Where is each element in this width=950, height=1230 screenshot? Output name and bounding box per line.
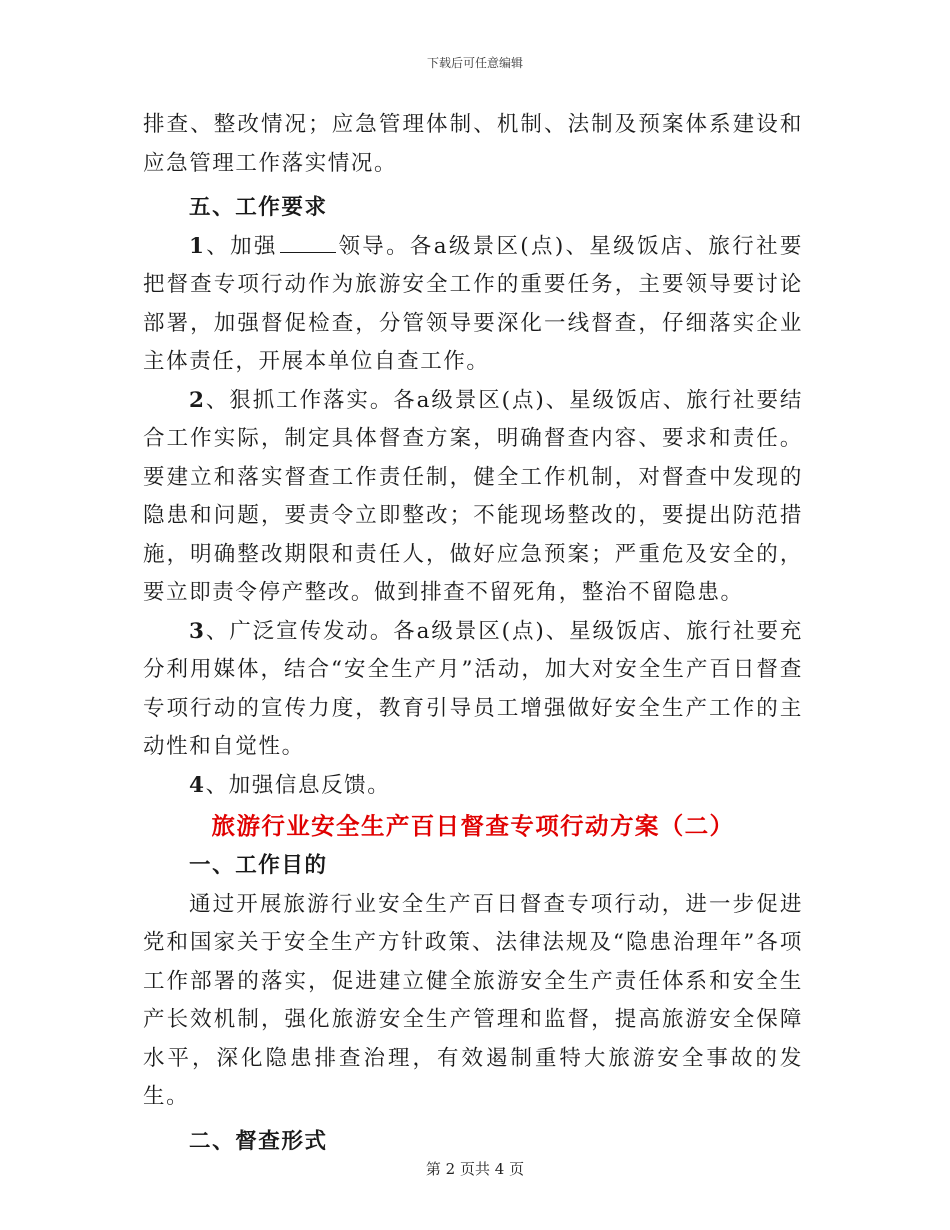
document-title-part-two: 旅游行业安全生产百日督查专项行动方案（二） [211,812,735,840]
list-item-4 [143,767,803,806]
list-item-2 [143,382,803,613]
list-item-text-start: 、加强 [205,233,278,259]
list-item-number: 2 [189,387,206,413]
section-heading-requirements: 五、工作要求 [189,195,328,220]
list-item-number: 4 [189,772,206,798]
list-item-number: 1 [189,233,206,259]
list-item-1 [143,228,803,382]
document-body [143,106,803,1161]
paragraph-continued: 排查、整改情况；应急管理体制、机制、法制及预案体系建设和应急管理工作落实情况。 [143,112,803,176]
paragraph-purpose: 通过开展旅游行业安全生产百日督查专项行动，进一步促进党和国家关于安全生产方针政策、法律法规及“隐患治理年”各项工作部署的落实，促进建立健全旅游安全生产责任体系和安全生产长效机制，强化旅游安全生产管理和监督，提高旅游安全保障水平，深化隐患排查治理，有效遏制重特大旅游安全事故的发生。 [143,891,803,1109]
list-item-text: 、广泛宣传发动。各a级景区(点)、星级饭店、旅行社要充分利用媒体，结合“安全生产月”活动，加大对安全生产百日督查专项行动的宣传力度，教育引导员工增强做好安全生产工作的主动性和自觉性。 [143,618,803,759]
list-item-text: 、加强信息反馈。 [205,772,391,798]
list-item-text-rest: 领导。各a级景区(点)、星级饭店、旅行社要把督查专项行动作为旅游安全工作的重要任务，主要领导要讨论部署，加强督促检查，分管领导要深化一线督查，仔细落实企业主体责任，开展本单位自查工作。 [143,233,803,374]
section-heading-purpose: 一、工作目的 [189,853,328,878]
header-note: 下载后可任意编辑 [426,56,523,70]
fill-in-blank [280,234,336,253]
list-item-number: 3 [189,618,206,644]
list-item-text: 、狠抓工作落实。各a级景区(点)、星级饭店、旅行社要结合工作实际，制定具体督查方案，明确督查内容、要求和责任。要建立和落实督查工作责任制，健全工作机制，对督查中发现的隐患和问题，要责令立即整改；不能现场整改的，要提出防范措施，明确整改期限和责任人，做好应急预案；严重危及安全的，要立即责令停产整改。做到排查不留死角，整治不留隐患。 [143,387,803,605]
page-number: 第 2 页共 4 页 [425,1160,525,1178]
list-item-3 [143,613,803,767]
section-heading-inspection-form: 二、督查形式 [189,1128,328,1154]
